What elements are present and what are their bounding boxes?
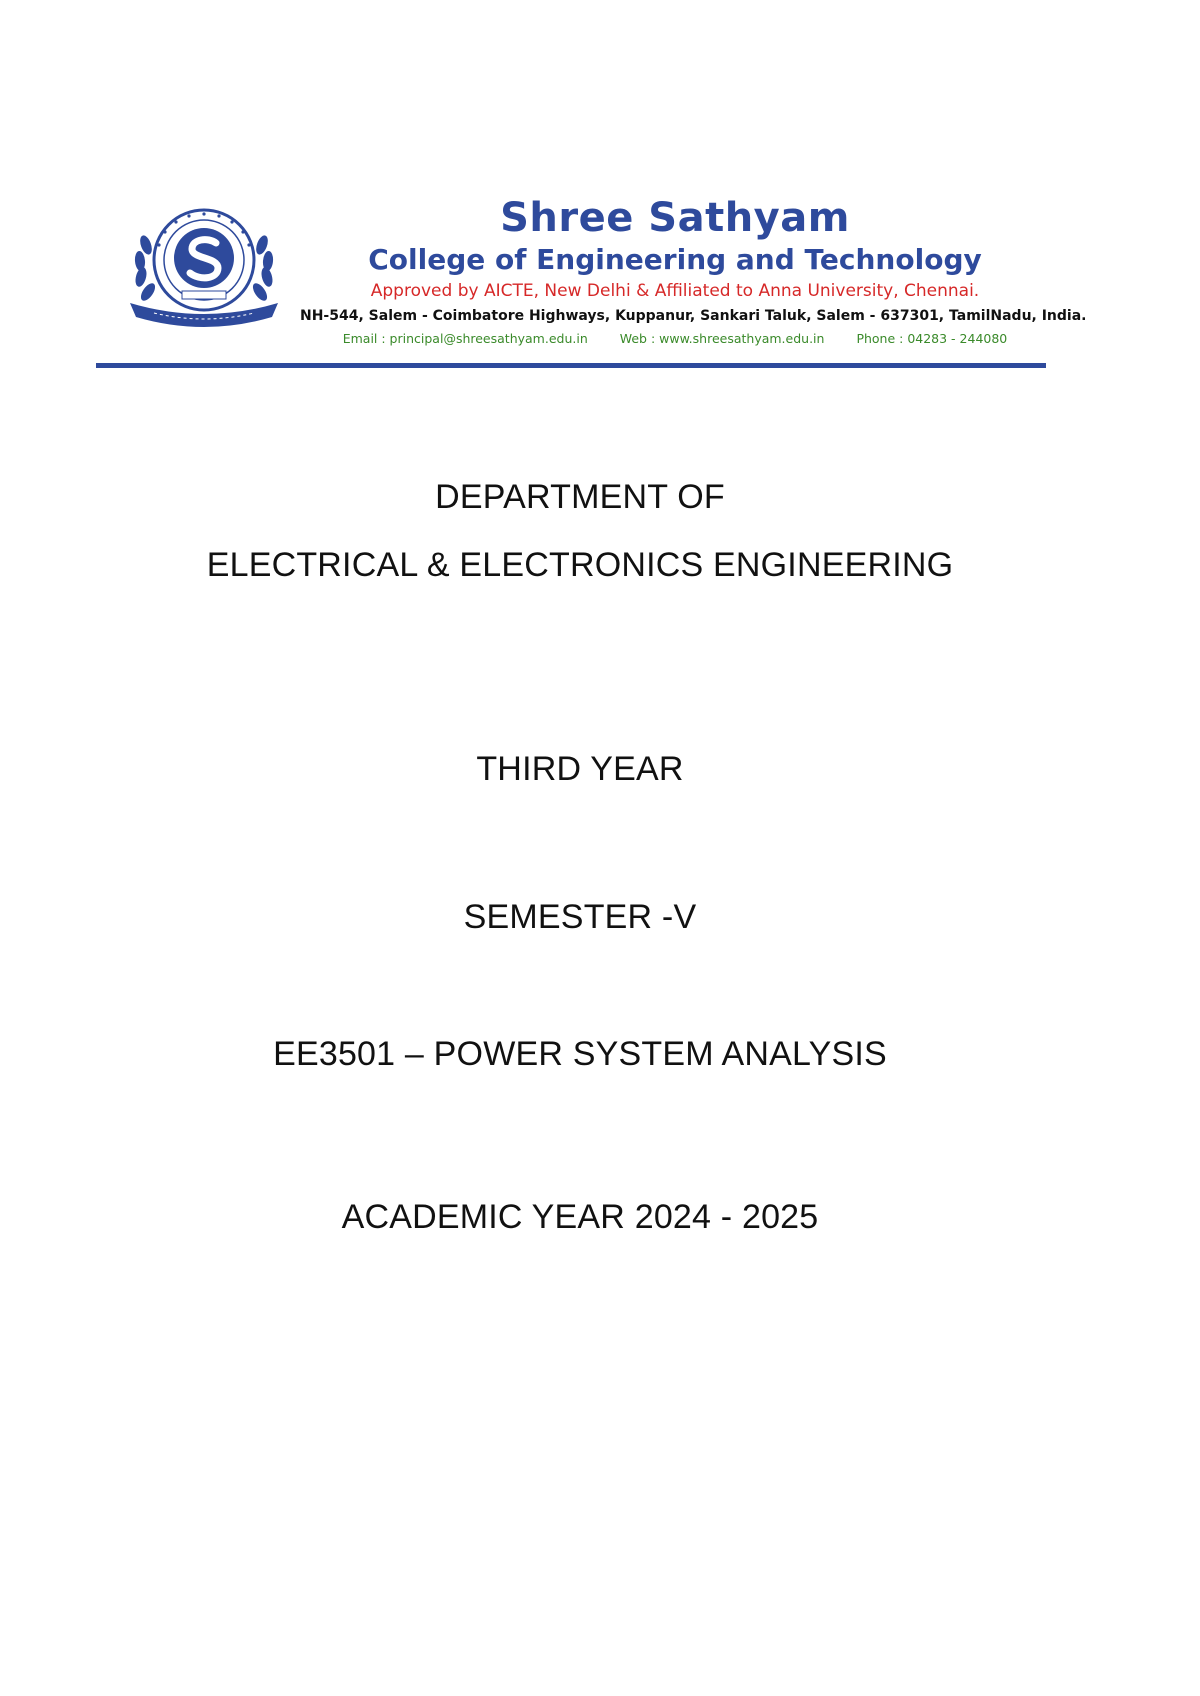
academic-year: ACADEMIC YEAR 2024 - 2025 <box>341 1198 819 1236</box>
letterhead-divider <box>96 363 1046 368</box>
letterhead-text <box>300 195 1087 349</box>
email-text: Email : principal@shreesathyam.edu.in <box>342 331 588 346</box>
approval-line: Approved by AICTE, New Delhi & Affiliated to Anna University, Chennai. <box>370 281 980 301</box>
department-heading: DEPARTMENT OF <box>435 478 725 516</box>
letterhead <box>0 0 1200 380</box>
institution-name: Shree Sathyam <box>500 195 850 241</box>
college-logo-icon <box>124 205 284 335</box>
contact-line <box>300 329 1050 349</box>
semester-label: SEMESTER -V <box>463 898 697 936</box>
address-line: NH-544, Salem - Coimbatore Highways, Kuppanur, Sankari Taluk, Salem - 637301, TamilNadu, India. <box>300 308 1087 324</box>
course-title: EE3501 – POWER SYSTEM ANALYSIS <box>273 1035 887 1073</box>
college-name: College of Engineering and Technology <box>368 243 982 276</box>
web-text: Web : www.shreesathyam.edu.in <box>619 331 825 346</box>
phone-text: Phone : 04283 - 244080 <box>856 331 1008 346</box>
year-label: THIRD YEAR <box>476 750 684 788</box>
department-name: ELECTRICAL & ELECTRONICS ENGINEERING <box>206 546 954 584</box>
